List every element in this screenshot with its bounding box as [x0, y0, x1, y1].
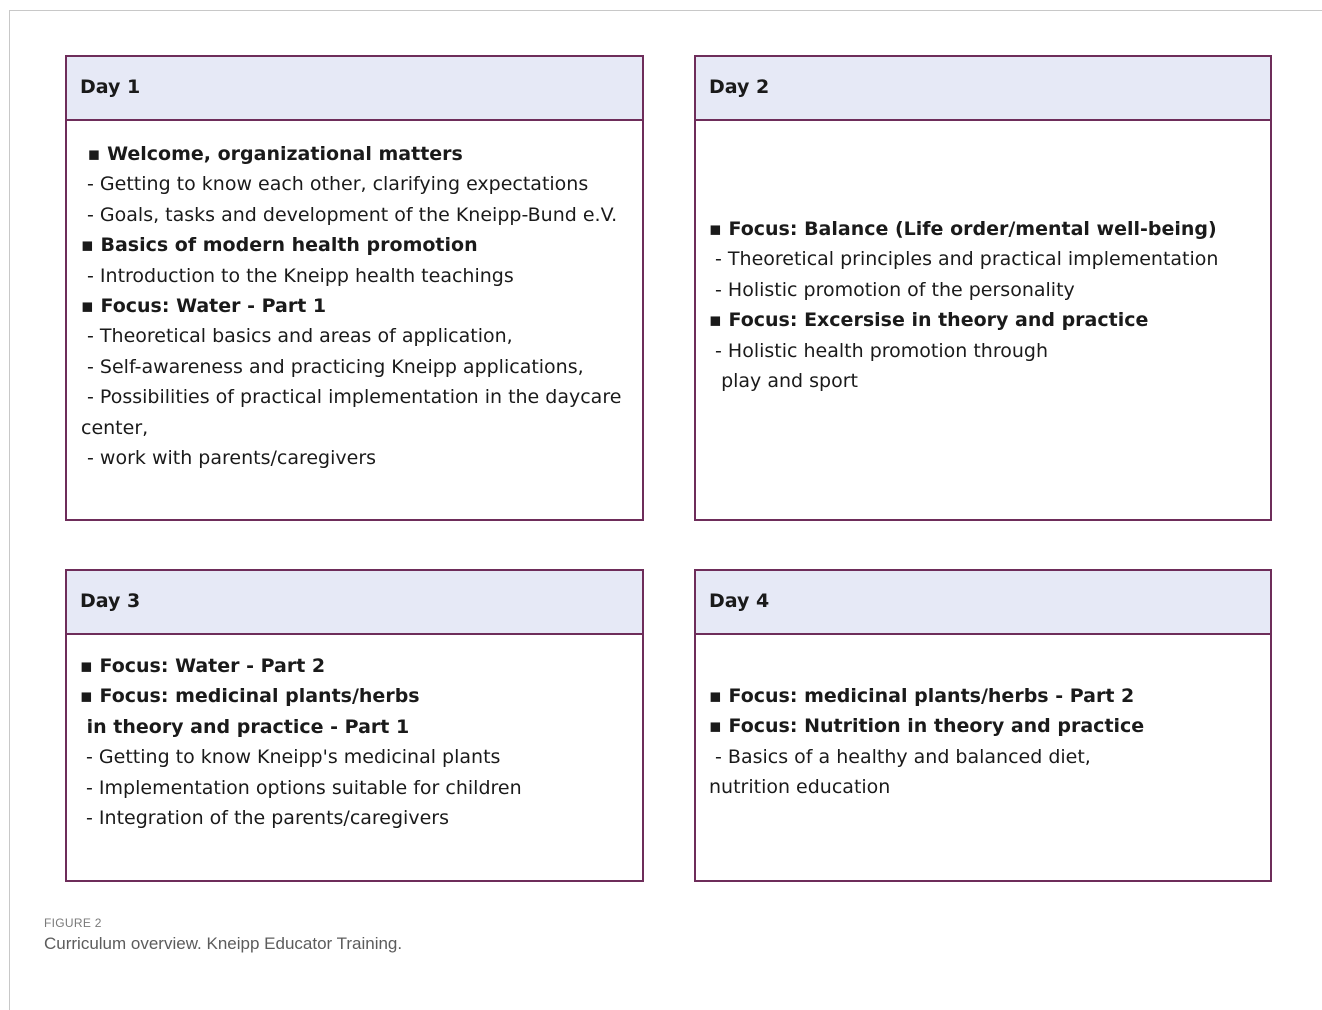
topic-detail: - Getting to know Kneipp's medicinal plants [80, 746, 501, 769]
day-2-content [696, 214, 1270, 396]
topic-heading: ▪ Focus: Water - Part 2 [80, 655, 326, 677]
topic-detail: - Getting to know each other, clarifying expectations [81, 173, 589, 196]
topic-detail: - Implementation options suitable for children [80, 776, 522, 799]
topic-detail: - Theoretical principles and practical implementation [709, 248, 1219, 271]
topic-detail: - Theoretical basics and areas of application, [81, 325, 513, 348]
topic-detail: - Integration of the parents/caregivers [80, 806, 449, 829]
topic-detail: - Holistic health promotion through [709, 339, 1049, 362]
day-4-content [696, 681, 1270, 803]
day-1-box [65, 55, 644, 521]
figure-caption [44, 916, 402, 954]
day-2-box [694, 55, 1272, 521]
topic-detail: - Goals, tasks and development of the Kneipp-Bund e.V. [81, 203, 618, 226]
topic-heading: ▪ Focus: Excersise in theory and practice [709, 309, 1149, 332]
day-3-title: Day 3 [67, 571, 642, 635]
day-1-title: Day 1 [67, 57, 642, 121]
topic-detail: - Basics of a healthy and balanced diet, [709, 745, 1091, 768]
day-2-title: Day 2 [696, 57, 1270, 121]
day-4-box [694, 569, 1272, 882]
topic-detail: - Self-awareness and practicing Kneipp applications, [81, 355, 584, 378]
topic-detail: - Possibilities of practical implementation in the daycare [81, 386, 622, 409]
topic-heading: ▪ Focus: Balance (Life order/mental well-being) [709, 218, 1217, 240]
topic-detail: - Introduction to the Kneipp health teachings [81, 264, 514, 287]
day-3-content [67, 651, 642, 833]
topic-detail: - work with parents/caregivers [81, 446, 377, 469]
day-3-box [65, 569, 644, 882]
topic-detail: center, [81, 416, 149, 439]
figure-caption-text: Curriculum overview. Kneipp Educator Training. [44, 934, 403, 953]
topic-heading: ▪ Focus: medicinal plants/herbs - Part 2 [709, 685, 1135, 707]
topic-heading: ▪ Focus: medicinal plants/herbs [80, 685, 420, 708]
topic-heading: ▪ Focus: Nutrition in theory and practice [709, 715, 1145, 738]
topic-detail: - Holistic promotion of the personality [709, 278, 1075, 301]
topic-heading: in theory and practice - Part 1 [80, 715, 410, 738]
topic-heading: ▪ Welcome, organizational matters [81, 143, 463, 165]
topic-heading: ▪ Basics of modern health promotion [81, 234, 478, 257]
day-4-title: Day 4 [696, 571, 1270, 635]
topic-heading: ▪ Focus: Water - Part 1 [81, 294, 327, 317]
day-1-content [67, 139, 642, 473]
topic-detail: play and sport [709, 369, 858, 392]
figure-label: FIGURE 2 [44, 916, 102, 930]
topic-detail: nutrition education [709, 776, 891, 799]
